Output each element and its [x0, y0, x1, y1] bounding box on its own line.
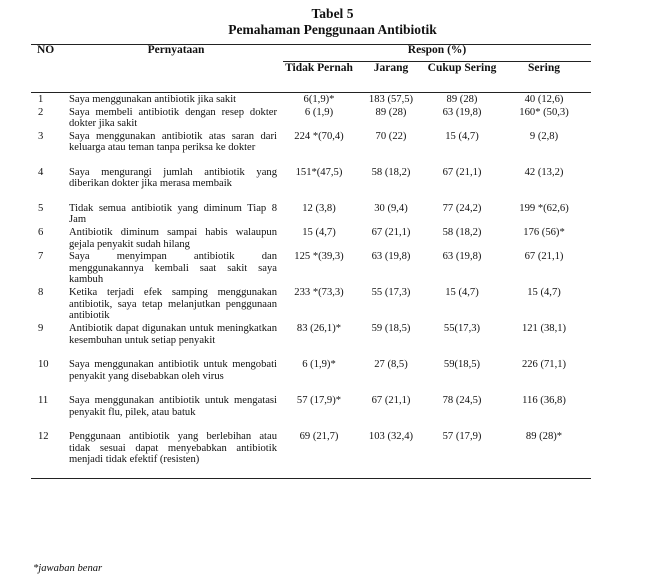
statement-cell: Saya menyimpan antibiotik dan menggunakannya kembali saat sakit saya kambuh: [69, 251, 277, 286]
tidak-pernah-cell: 15 (4,7): [302, 226, 336, 238]
antibiotic-understanding-table: [31, 44, 591, 479]
row-number: 7: [38, 251, 44, 263]
table-row: [31, 250, 591, 286]
statement-cell: Saya menggunakan antibiotik untuk mengobati penyakit yang disebabkan oleh virus: [69, 359, 277, 382]
cukup-sering-cell: 15 (4,7): [445, 287, 479, 299]
table-row: [31, 106, 591, 130]
cukup-sering-cell: 59(18,5): [443, 359, 481, 371]
sering-cell: 42 (13,2): [524, 166, 564, 178]
tidak-pernah-cell: 6(1,9)*: [303, 94, 335, 105]
table-row: [31, 358, 591, 394]
jarang-cell: 67 (21,1): [371, 395, 411, 407]
row-number: 6: [38, 226, 44, 238]
tidak-pernah-cell: 69 (21,7): [283, 430, 355, 478]
sering-cell: 176 (56)*: [523, 226, 565, 238]
row-number: 4: [38, 166, 44, 178]
header-statement: Pernyataan: [69, 45, 283, 93]
tidak-pernah-cell: 233 *(73,3): [294, 287, 344, 299]
header-cukup-sering: Cukup Sering: [427, 62, 497, 93]
cukup-sering-cell: 77 (24,2): [442, 202, 482, 214]
jarang-cell: 59 (18,5): [371, 323, 411, 335]
table-row: [31, 394, 591, 430]
cukup-sering-cell: 78 (24,5): [442, 395, 482, 407]
tidak-pernah-cell: 57 (17,9)*: [296, 395, 342, 407]
row-number: 2: [38, 106, 44, 118]
tidak-pernah-cell: 6 (1,9)*: [302, 359, 336, 371]
jarang-cell: 27 (8,5): [374, 359, 408, 371]
cropped-text-line: [33, 578, 593, 584]
jarang-cell: 70 (22): [375, 130, 407, 142]
header-sering: Sering: [497, 62, 591, 93]
table-row: [31, 430, 591, 478]
tidak-pernah-cell: 224 *(70,4): [294, 130, 344, 142]
table-row: [31, 322, 591, 358]
tidak-pernah-cell: 12 (3,8): [302, 202, 336, 214]
jarang-cell: 89 (28): [375, 106, 407, 118]
cukup-sering-cell: 89 (28): [446, 94, 478, 105]
row-number: 1: [38, 94, 44, 105]
tidak-pernah-cell: 6 (1,9): [304, 106, 334, 118]
header-response: Respon (%): [283, 45, 591, 62]
row-number: 12: [31, 430, 69, 478]
header-tidak-pernah: Tidak Pernah: [283, 62, 355, 93]
table-row: [31, 93, 591, 106]
sering-cell: 121 (38,1): [521, 323, 567, 335]
statement-cell: Saya membeli antibiotik dengan resep dokter dokter jika sakit: [69, 106, 277, 130]
statement-cell: Antibiotik diminum sampai habis walaupun gejala penyakit sudah hilang: [69, 226, 277, 250]
jarang-cell: 55 (17,3): [371, 287, 411, 299]
cukup-sering-cell: 63 (19,8): [442, 106, 482, 118]
cukup-sering-cell: 15 (4,7): [445, 130, 479, 142]
statement-cell: Antibiotik dapat digunakan untuk meningkatkan kesembuhan untuk setiap penyakit: [69, 323, 277, 346]
row-number: 10: [38, 359, 49, 371]
sering-cell: 40 (12,6): [524, 94, 564, 105]
sering-cell: 89 (28)*: [497, 430, 591, 478]
sering-cell: 15 (4,7): [527, 287, 561, 299]
header-jarang: Jarang: [355, 62, 427, 93]
tidak-pernah-cell: 151*(47,5): [295, 166, 343, 178]
jarang-cell: 183 (57,5): [368, 94, 414, 105]
table-row: [31, 166, 591, 202]
tidak-pernah-cell: 125 *(39,3): [294, 251, 344, 263]
statement-cell: Saya menggunakan antibiotik atas saran dari keluarga atau teman tanpa periksa ke dokter: [69, 130, 277, 154]
sering-cell: 199 *(62,6): [519, 202, 569, 214]
statement-cell: Ketika terjadi efek samping menggunakan antibiotik, saya tetap melanjutkan penggunaan antibiotik: [69, 287, 277, 322]
table-row: [31, 286, 591, 322]
tidak-pernah-cell: 83 (26,1)*: [296, 323, 342, 335]
jarang-cell: 30 (9,4): [374, 202, 408, 214]
cukup-sering-cell: 55(17,3): [443, 323, 481, 335]
jarang-cell: 58 (18,2): [371, 166, 411, 178]
sering-cell: 9 (2,8): [529, 130, 559, 142]
row-number: 9: [38, 323, 44, 335]
jarang-cell: 63 (19,8): [371, 251, 411, 263]
cukup-sering-cell: 67 (21,1): [442, 166, 482, 178]
jarang-cell: 67 (21,1): [371, 226, 411, 238]
cukup-sering-cell: 57 (17,9): [427, 430, 497, 478]
table-row: [31, 226, 591, 250]
table-row: [31, 130, 591, 166]
sering-cell: 226 (71,1): [521, 359, 567, 371]
statement-cell: Saya mengurangi jumlah antibiotik yang diberikan dokter jika merasa membaik: [69, 166, 277, 190]
statement-cell: Tidak semua antibiotik yang diminum Tiap 8 Jam: [69, 202, 277, 226]
sering-cell: 67 (21,1): [524, 251, 564, 263]
row-number: 11: [38, 395, 49, 407]
cukup-sering-cell: 58 (18,2): [442, 226, 482, 238]
footnote: *jawaban benar: [33, 563, 103, 574]
header-no: NO: [31, 45, 69, 93]
statement-cell: Saya menggunakan antibiotik jika sakit: [69, 94, 237, 105]
sering-cell: 116 (36,8): [522, 395, 566, 407]
table-row: [31, 202, 591, 226]
statement-cell: Saya menggunakan antibiotik untuk mengatasi penyakit flu, pilek, atau batuk: [69, 395, 277, 418]
cukup-sering-cell: 63 (19,8): [442, 251, 482, 263]
row-number: 3: [38, 130, 44, 142]
row-number: 8: [38, 287, 44, 299]
sering-cell: 160* (50,3): [519, 106, 569, 118]
table-subtitle: Pemahaman Penggunaan Antibiotik: [228, 22, 437, 37]
statement-cell: Penggunaan antibiotik yang berlebihan atau tidak sesuai dapat menyebabkan antibiotik menjadi tidak efektif (resisten): [69, 430, 283, 478]
row-number: 5: [38, 202, 44, 214]
table-title: Tabel 5: [311, 6, 354, 21]
jarang-cell: 103 (32,4): [355, 430, 427, 478]
